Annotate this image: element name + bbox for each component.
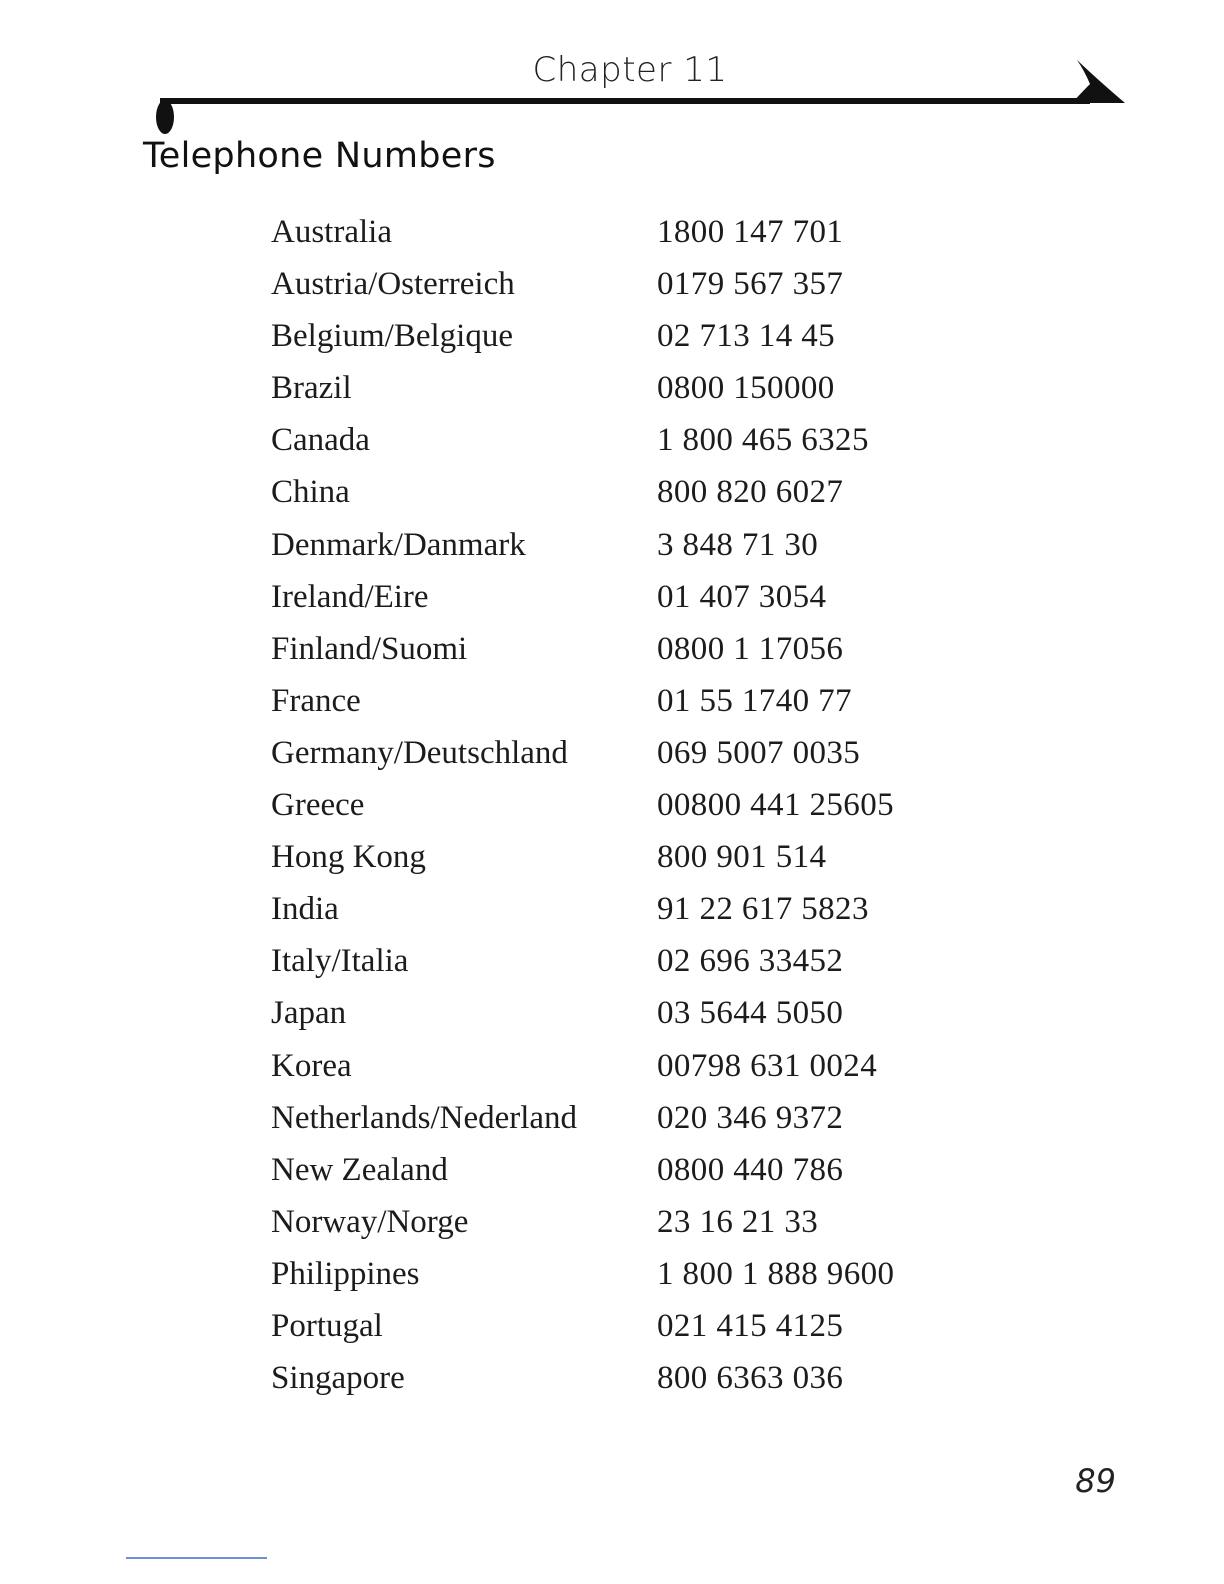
country-name: Germany/Deutschland (271, 734, 568, 771)
country-name: China (271, 474, 350, 511)
country-name: France (271, 682, 361, 719)
phone-number: 800 6363 036 (657, 1360, 844, 1397)
phone-number: 01 55 1740 77 (657, 682, 852, 719)
phone-number: 23 16 21 33 (657, 1203, 819, 1240)
phone-number: 1 800 1 888 9600 (657, 1255, 895, 1292)
phone-number: 1800 147 701 (657, 214, 844, 250)
phone-number: 021 415 4125 (657, 1307, 844, 1344)
country-name: Netherlands/Nederland (271, 1099, 578, 1136)
country-name: Portugal (271, 1307, 383, 1344)
country-name: Finland/Suomi (271, 630, 468, 667)
phone-number: 00800 441 25605 (657, 787, 894, 824)
section-heading: Telephone Numbers (143, 136, 496, 176)
phone-number: 800 901 514 (657, 839, 827, 876)
phone-number: 03 5644 5050 (657, 995, 844, 1032)
page-number: 89 (1075, 1462, 1116, 1500)
country-name: New Zealand (271, 1151, 448, 1188)
phone-number: 91 22 617 5823 (657, 891, 869, 928)
phone-number: 0800 1 17056 (657, 630, 844, 667)
country-name: India (271, 891, 339, 928)
phone-number: 02 713 14 45 (657, 318, 836, 355)
phone-number: 800 820 6027 (657, 474, 844, 511)
country-name: Canada (271, 422, 370, 459)
country-name: Ireland/Eire (271, 578, 429, 615)
phone-number: 0179 567 357 (657, 266, 844, 303)
country-name: Italy/Italia (271, 943, 409, 980)
arrow-right-icon (1072, 60, 1125, 103)
phone-number: 3 848 71 30 (657, 526, 819, 563)
country-name: Australia (271, 214, 392, 250)
country-name: Brazil (271, 370, 352, 407)
phone-number: 1 800 465 6325 (657, 422, 869, 459)
country-name: Philippines (271, 1255, 420, 1292)
country-name: Denmark/Danmark (271, 526, 526, 563)
country-name: Singapore (271, 1360, 405, 1397)
phone-number: 02 696 33452 (657, 943, 844, 980)
phone-number: 020 346 9372 (657, 1099, 844, 1136)
phone-number: 0800 150000 (657, 370, 835, 407)
phone-number: 01 407 3054 (657, 578, 827, 615)
country-name: Austria/Osterreich (271, 266, 515, 303)
footer-line (126, 1557, 267, 1559)
phone-number: 00798 631 0024 (657, 1047, 878, 1084)
chapter-title: Chapter 11 (532, 50, 728, 90)
country-name: Hong Kong (271, 839, 426, 876)
country-name: Korea (271, 1047, 352, 1084)
phone-number: 0800 440 786 (657, 1151, 844, 1188)
rule-line (160, 98, 1090, 104)
rule-start-dot (156, 100, 174, 134)
country-name: Norway/Norge (271, 1203, 469, 1240)
phone-number: 069 5007 0035 (657, 734, 861, 771)
country-name: Greece (271, 787, 365, 824)
country-name: Japan (271, 995, 347, 1032)
country-name: Belgium/Belgique (271, 318, 513, 355)
